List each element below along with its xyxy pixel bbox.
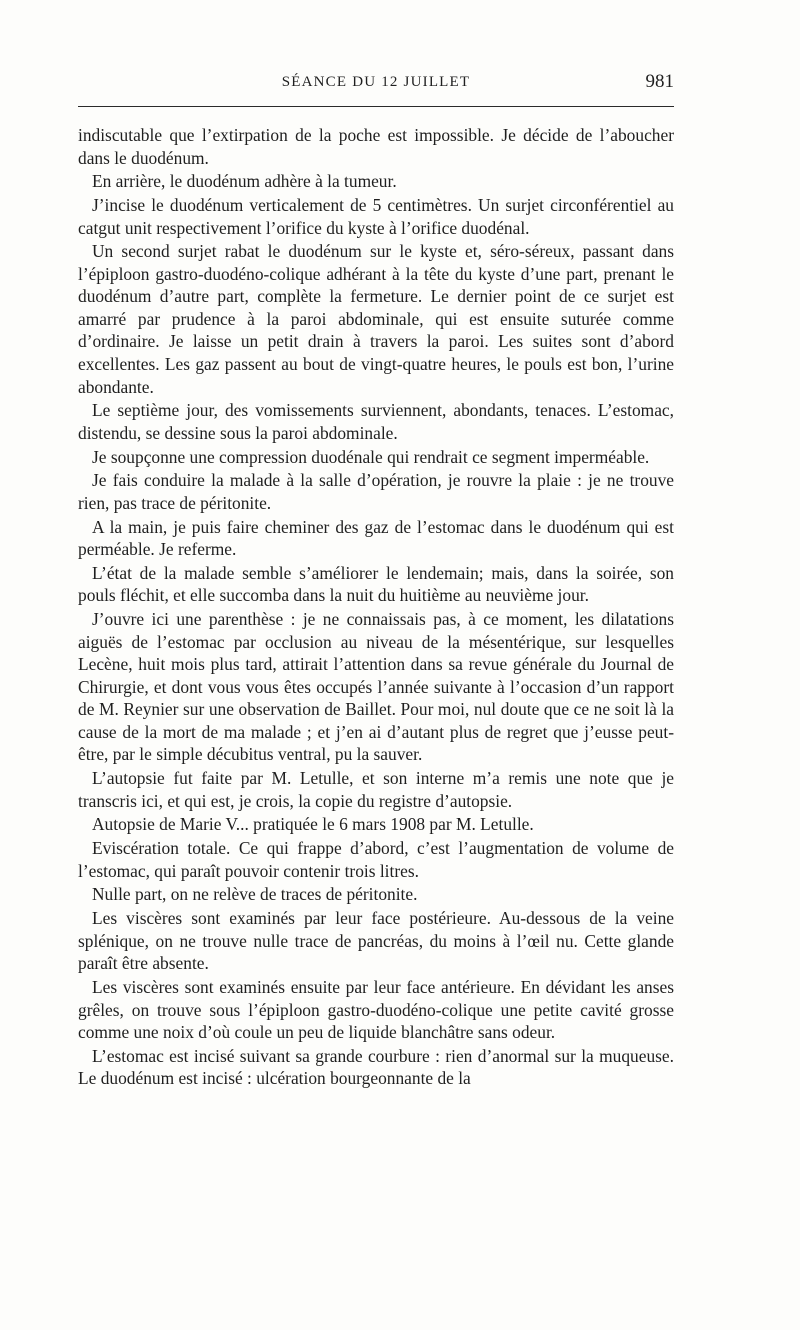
- body-text: [78, 124, 674, 1090]
- paragraph: A la main, je puis faire cheminer des gaz de l’estomac dans le duodénum qui est perméable. Je referme.: [78, 516, 674, 560]
- paragraph: Je soupçonne une compression duodénale qui rendrait ce segment imperméable.: [92, 446, 650, 467]
- paragraph: J’ouvre ici une parenthèse : je ne connaissais pas, à ce moment, les dilatations aiguës de l’estomac par occlusion au niveau de la mésentérique, sur lesquelles Lecène, huit mois plus tard, attirait l’attention dans sa revue générale du Journal de Chirurgie, et dont vous vous êtes occupés l’année suivante à l’occasion d’un rapport de M. Reynier sur une observation de Baillet. Pour moi, nul doute que ce ne soit là la cause de la mort de ma malade ; et j’en ai d’autant plus de regret que j’eusse peut-être, par le simple décubitus ventral, pu la sauver.: [78, 609, 674, 765]
- paragraph: L’autopsie fut faite par M. Letulle, et son interne m’a remis une note que je transcris ici, et qui est, je crois, la copie du registre d’autopsie.: [78, 768, 674, 811]
- paragraph: L’état de la malade semble s’améliorer le lendemain; mais, dans la soirée, son pouls fléchit, et elle succomba dans la nuit du huitième au neuvième jour.: [78, 562, 674, 606]
- paragraph: Un second surjet rabat le duodénum sur le kyste et, séro-séreux, passant dans l’épiploon gastro-duodéno-colique adhérant à la tête du kyste d’une part, prenant le duodénum d’autre part, complète la fermeture. Le dernier point de ce surjet est amarré par prudence à la paroi abdominale, qui est ensuite suturée comme d’ordinaire. Je laisse un petit drain à travers la paroi. Les suites sont d’abord excellentes. Les gaz passent au bout de vingt-quatre heures, le pouls est bon, l’urine abondante.: [78, 241, 674, 397]
- page-number: 981: [645, 71, 674, 92]
- paragraph: Je fais conduire la malade à la salle d’opération, je rouvre la plaie : je ne trouve rien, pas trace de péritonite.: [78, 470, 674, 513]
- header-rule: [78, 106, 674, 107]
- paragraph: indiscutable que l’extirpation de la poche est impossible. Je décide de l’aboucher dans le duodénum.: [78, 125, 674, 168]
- running-title: SÉANCE DU 12 JUILLET: [281, 74, 471, 90]
- paragraph: Nulle part, on ne relève de traces de péritonite.: [92, 884, 418, 905]
- running-header: [78, 70, 674, 98]
- paragraph: Eviscération totale. Ce qui frappe d’abord, c’est l’augmentation de volume de l’estomac, qui paraît pouvoir contenir trois litres.: [78, 838, 674, 881]
- paragraph: En arrière, le duodénum adhère à la tumeur.: [92, 171, 397, 192]
- paragraph: Autopsie de Marie V... pratiquée le 6 mars 1908 par M. Letulle.: [92, 814, 534, 835]
- paragraph: J’incise le duodénum verticalement de 5 centimètres. Un surjet circonférentiel au catgut unit respectivement l’orifice du kyste à l’orifice duodénal.: [78, 195, 674, 238]
- paragraph: Les viscères sont examinés ensuite par leur face antérieure. En dévidant les anses grêles, on trouve sous l’épiploon gastro-duodéno-colique une petite cavité grosse comme une noix d’où coule un peu de liquide blanchâtre sans odeur.: [78, 977, 674, 1043]
- paragraph: Le septième jour, des vomissements surviennent, abondants, tenaces. L’estomac, distendu, se dessine sous la paroi abdominale.: [78, 400, 674, 443]
- paragraph: Les viscères sont examinés par leur face postérieure. Au-dessous de la veine splénique, on ne trouve nulle trace de pancréas, du moins à l’œil nu. Cette glande paraît être absente.: [78, 908, 674, 974]
- paragraph: L’estomac est incisé suivant sa grande courbure : rien d’anormal sur la muqueuse. Le duodénum est incisé : ulcération bourgeonnante de la: [78, 1045, 674, 1089]
